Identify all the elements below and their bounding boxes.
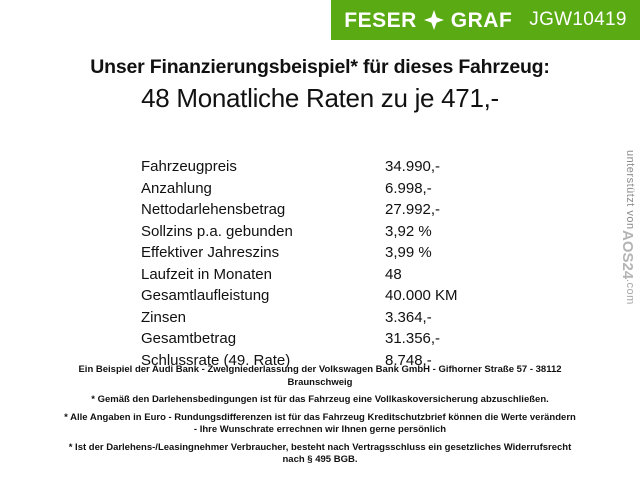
row-label: Zinsen: [141, 308, 187, 326]
table-row: [141, 330, 501, 352]
footnote-withdrawal-line1: * Ist der Darlehens-/Leasingnehmer Verbraucher, besteht nach Vertragsschluss ein gesetzliches Widerrufsrecht: [68, 441, 572, 453]
footnote-currency-line2: - Ihre Wunschrate errechnen wir Ihnen gerne persönlich: [193, 424, 447, 435]
footnote-bank-line2: Braunschweig: [287, 376, 353, 388]
row-value: 3.364,-: [385, 308, 432, 326]
row-value: 3,92 %: [385, 222, 432, 240]
row-label: Effektiver Jahreszins: [141, 244, 280, 261]
title-secondary: 48 Monatliche Raten zu je 471,-: [141, 83, 499, 113]
footnote-insurance: * Gemäß den Darlehensbedingungen ist für das Fahrzeug eine Vollkaskoversicherung abzuschließen.: [91, 394, 549, 405]
row-value: 40.000 KM: [385, 287, 458, 304]
cross-star-icon: [424, 10, 444, 30]
row-label: Fahrzeugpreis: [141, 158, 237, 175]
footnote-bank-line1: Ein Beispiel der Audi Bank - Zweigniederlassung der Volkswagen Bank GmbH - Gifhorner Straße 57 - 38112: [78, 364, 562, 375]
vehicle-code: JGW10419: [529, 9, 627, 30]
title-primary: Unser Finanzierungsbeispiel* für dieses Fahrzeug:: [90, 56, 550, 78]
page-title: [0, 56, 640, 114]
aos24-domain-suffix: .com: [624, 278, 636, 305]
row-value: 34.990,-: [385, 158, 441, 175]
table-row: [141, 223, 501, 245]
row-value: 3,99 %: [385, 244, 432, 261]
table-row: [141, 244, 501, 266]
row-value: 48: [385, 265, 402, 283]
row-label: Schlussrate (49. Rate): [141, 351, 291, 369]
table-row: [141, 158, 501, 180]
footnote-currency-line1: * Alle Angaben in Euro - Rundungsdifferenzen ist für das Fahrzeug Kreditschutzbrief können die Werte verändern: [64, 411, 576, 423]
row-label: Gesamtbetrag: [141, 330, 237, 347]
footnote-withdrawal-line2: nach § 495 BGB.: [282, 454, 358, 465]
footnotes: [0, 364, 640, 467]
row-label: Anzahlung: [141, 179, 212, 197]
row-value: 27.992,-: [385, 201, 441, 218]
supported-by-watermark: [614, 150, 636, 360]
logo-text-feser: FESER: [344, 8, 417, 32]
table-row: [141, 287, 501, 309]
row-value: 6.998,-: [385, 179, 432, 197]
row-value: 31.356,-: [385, 330, 441, 347]
table-row: [141, 309, 501, 331]
dealer-logo: [344, 9, 626, 31]
row-label: Sollzins p.a. gebunden: [141, 222, 293, 240]
supported-by-label: unterstützt von: [624, 150, 636, 230]
table-row: [141, 266, 501, 288]
logo-text-graf: GRAF: [450, 8, 513, 32]
table-row: [141, 180, 501, 202]
row-label: Nettodarlehensbetrag: [141, 201, 286, 218]
row-label: Laufzeit in Monaten: [141, 265, 272, 283]
aos24-brand: AOS24: [619, 229, 636, 279]
row-value: 8.748,-: [385, 351, 432, 369]
row-label: Gesamtlaufleistung: [141, 287, 270, 304]
finance-table: [141, 158, 501, 373]
header-bar: [331, 0, 640, 40]
table-row: [141, 201, 501, 223]
